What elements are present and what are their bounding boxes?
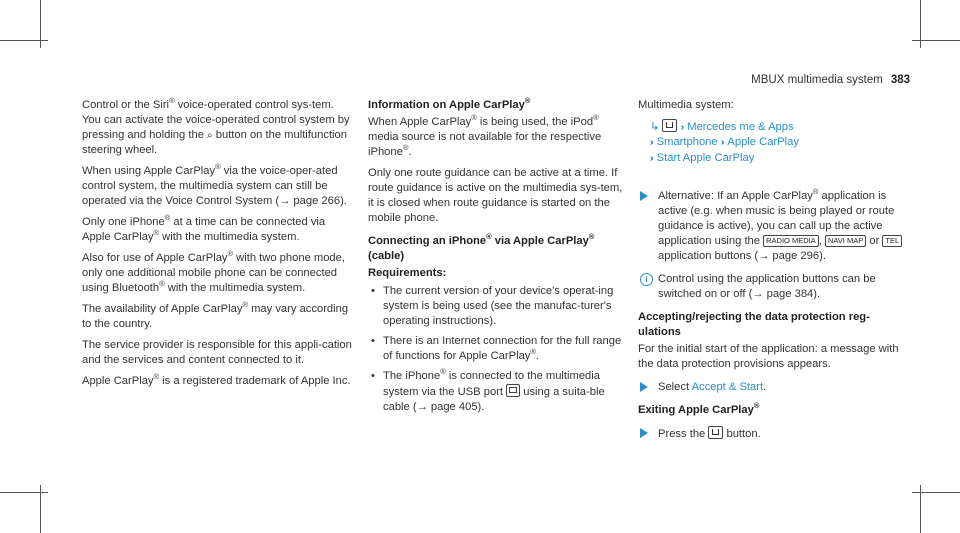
voice-control-icon: ⌕ [207,130,213,141]
radio-media-key: RADIO MEDIA [763,235,819,247]
chevron-right-icon: ›› [680,122,682,133]
paragraph: Multimedia system: [638,99,734,111]
paragraph: For the initial start of the application: a message with the data protection provisions appears. [638,343,899,370]
section-heading: Exiting Apple CarPlay® [638,401,760,416]
column-right [638,98,910,450]
crop-mark [0,40,48,41]
crop-mark [0,492,48,493]
menu-path [638,119,910,181]
header-title: MBUX multimedia system [751,74,883,86]
column-middle [368,98,625,420]
list-item: • The current version of your device's operat-ing system is being used (see the manufac-turer's operating instructions). [371,285,614,327]
home-icon [708,426,723,439]
tel-key: TEL [882,235,902,247]
paragraph: Control or the Siri® voice-operated control sys-tem. You can activate the voice-operated control system by pressing and holding the ⌕ button on the multifunction steering wheel. [82,96,350,156]
paragraph: The service provider is responsible for this appli-cation and the services and content connected to it. [82,339,352,366]
paragraph: The availability of Apple CarPlay® may vary according to the country. [82,300,349,330]
paragraph: Also for use of Apple CarPlay® with two phone mode, only one additional mobile phone can be connected using Bluetooth® with the multimedia system. [82,249,345,294]
menu-path-line: ›› Start Apple CarPlay [650,152,755,164]
usb-port-icon [506,384,520,397]
section-heading: Accepting/rejecting the data protection reg-ulations [638,311,870,338]
instruction-step: Select Accept & Start. [638,380,910,395]
running-header [751,74,910,86]
home-icon [662,119,677,132]
list-item: • The iPhone® is connected to the multimedia system via the USB port using a suita-ble cable (→ page 405). [371,367,605,413]
info-icon: i [640,273,653,286]
paragraph: When Apple CarPlay® is being used, the iPod® media source is not available for the respective iPhone®. [368,113,602,158]
menu-path-line: ›› Smartphone ›› Apple CarPlay [650,136,799,148]
paragraph: Apple CarPlay® is a registered trademark of Apple Inc. [82,372,351,387]
step-arrow-icon [640,191,648,201]
column-left [82,98,354,395]
menu-item-accept-start: Accept & Start [691,381,764,393]
instruction-step: Press the button. [638,426,910,442]
chevron-right-icon: ›› [650,137,651,148]
navi-map-key: NAVI MAP [825,235,866,247]
chevron-right-icon: ›› [650,153,651,164]
chevron-right-icon: ›› [720,137,722,148]
step-arrow-icon [640,428,648,438]
page-number: 383 [890,74,910,86]
section-heading: Information on Apple CarPlay® [368,96,531,111]
crop-mark [912,492,960,493]
info-note: i Control using the application buttons can be switched on or off (→ page 384). [638,272,910,302]
menu-path-line: ↳ ›› Mercedes me & Apps [650,121,794,133]
instruction-step: Alternative: If an Apple CarPlay® application is active (e.g. when music is being played or route guidance is active), you can call up the active application using the RADIO MEDIA , NAVI MAP or TEL application buttons (→ page 296). [638,189,910,264]
paragraph: When using Apple CarPlay® via the voice-oper-ated control system, the multimedia system can still be operated via the Voice Control System (→ page 266). [82,162,347,207]
paragraph: Only one iPhone® at a time can be connected via Apple CarPlay® with the multimedia system. [82,213,326,243]
list-item: • There is an Internet connection for the full range of functions for Apple CarPlay®. [371,335,622,362]
crop-mark [912,40,960,41]
requirements-label: Requirements: [368,267,447,279]
step-arrow-icon [640,382,648,392]
section-heading: Connecting an iPhone® via Apple CarPlay® (cable) [368,232,595,262]
paragraph: Only one route guidance can be active at a time. If route guidance is active on the multimedia sys-tem, it is closed when route guidance is started on the mobile phone. [368,167,623,224]
